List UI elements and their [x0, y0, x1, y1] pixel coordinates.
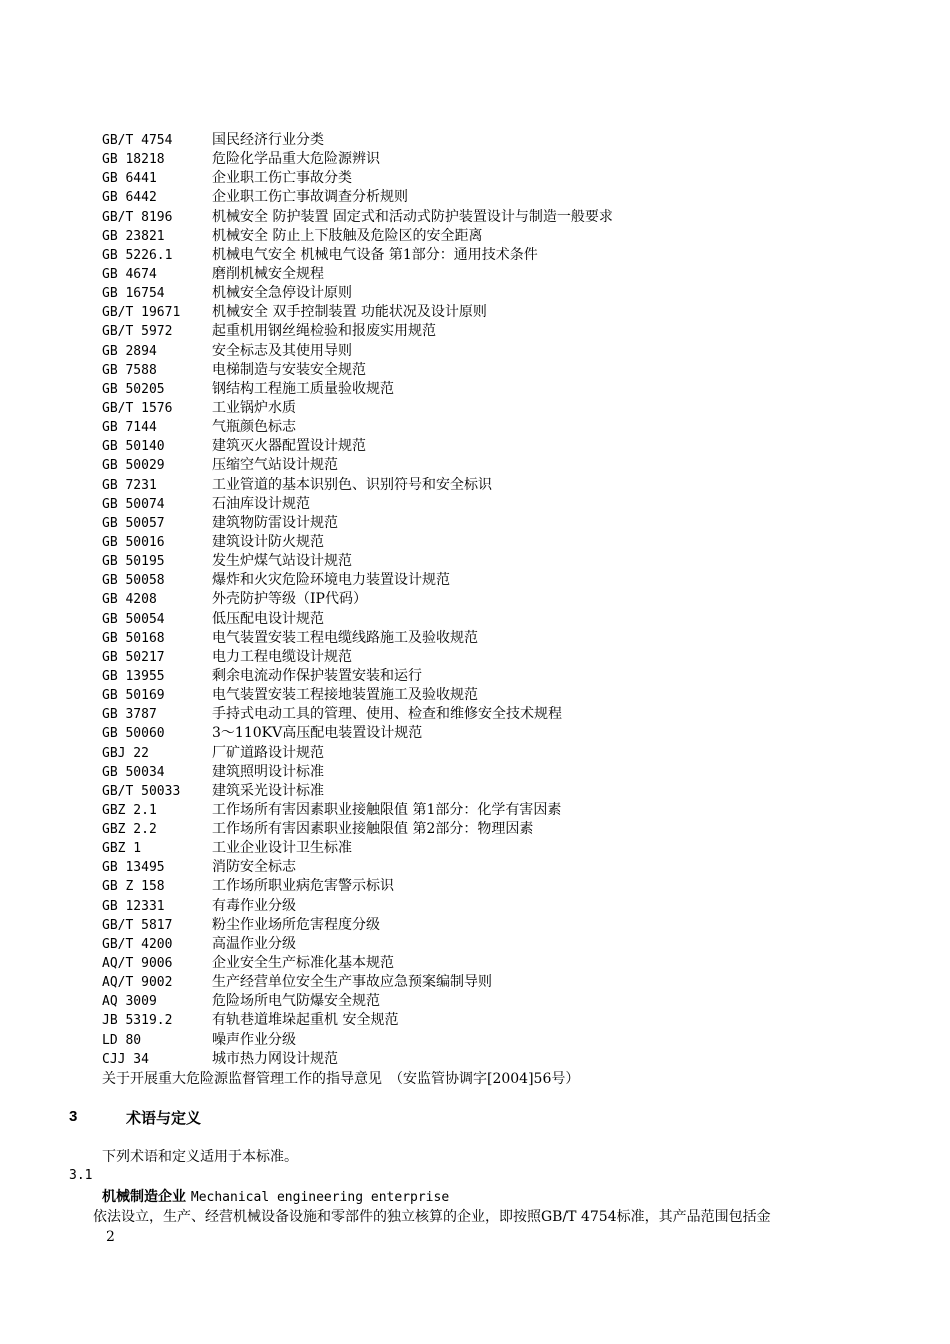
reference-title: 电梯制造与安装安全规范: [212, 361, 366, 378]
reference-code: GB 4208: [102, 592, 157, 608]
reference-row: [102, 897, 902, 916]
reference-row: [102, 820, 902, 839]
reference-row: [102, 877, 902, 896]
reference-title: 气瓶颜色标志: [212, 419, 296, 436]
reference-title: 国民经济行业分类: [212, 132, 324, 148]
reference-row: [102, 629, 902, 648]
reference-code: GB 50029: [102, 458, 165, 474]
reference-title: 电力工程电缆设计规范: [212, 648, 352, 665]
reference-title: 工作场所有害因素职业接触限值 第2部分：物理因素: [212, 821, 534, 838]
reference-title: 磨削机械安全规程: [212, 265, 324, 282]
reference-code: GB/T 4200: [102, 936, 173, 952]
reference-code: GB/T 4754: [102, 133, 173, 148]
reference-code: GB/T 8196: [102, 209, 173, 225]
reference-row: [102, 476, 902, 495]
reference-code: GB 12331: [102, 898, 165, 914]
reference-title: 建筑采光设计标准: [212, 782, 324, 799]
subsection-number: 3.1: [69, 1168, 93, 1183]
reference-title: 危险化学品重大危险源辨识: [212, 151, 380, 168]
term-definition: 依法设立，生产、经营机械设备设施和零部件的独立核算的企业，即按照GB/T 4754标准，其产品范围包括金: [93, 1209, 771, 1225]
reference-title: 工业管道的基本识别色、识别符号和安全标识: [212, 476, 492, 493]
reference-title: 工业锅炉水质: [212, 399, 296, 416]
reference-title: 压缩空气站设计规范: [212, 457, 338, 474]
reference-title: 发生炉煤气站设计规范: [212, 553, 352, 570]
reference-title: 厂矿道路设计规范: [212, 744, 324, 761]
reference-code: GB/T 5817: [102, 917, 173, 933]
reference-title: 噪声作业分级: [212, 1031, 296, 1048]
reference-row: [102, 1011, 902, 1030]
section-title: 术语与定义: [126, 1109, 202, 1127]
reference-code: GBZ 2.1: [102, 802, 157, 818]
reference-row: [102, 361, 902, 380]
reference-code: GB 13955: [102, 668, 165, 684]
reference-row: [102, 992, 902, 1011]
term-heading: [102, 1186, 449, 1206]
reference-code: GB 50060: [102, 726, 165, 742]
reference-title: 剩余电流动作保护装置安装和运行: [212, 667, 422, 684]
reference-code: GB 50217: [102, 649, 165, 665]
reference-title: 建筑设计防火规范: [212, 533, 324, 550]
reference-row: [102, 782, 902, 801]
reference-row: [102, 169, 902, 188]
reference-title: 手持式电动工具的管理、使用、检查和维修安全技术规程: [212, 706, 562, 723]
reference-row: [102, 456, 902, 475]
reference-row: [102, 342, 902, 361]
reference-row: [102, 227, 902, 246]
reference-code: GB 6442: [102, 190, 157, 206]
reference-code: GBJ 22: [102, 745, 149, 761]
reference-code: GB 50169: [102, 688, 165, 704]
reference-row: [102, 246, 902, 265]
reference-title: 企业职工伤亡事故分类: [212, 170, 352, 187]
reference-code: GB 7144: [102, 420, 157, 436]
reference-row: [102, 916, 902, 935]
reference-code: AQ/T 9006: [102, 956, 173, 972]
term-zh: 机械制造企业: [102, 1189, 186, 1205]
reference-row: [102, 935, 902, 954]
reference-row: [102, 131, 902, 150]
reference-row: [102, 648, 902, 667]
reference-code: LD 80: [102, 1032, 142, 1048]
reference-code: GB Z 158: [102, 879, 165, 895]
reference-row: [102, 571, 902, 590]
reference-title: 机械电气安全 机械电气设备 第1部分：通用技术条件: [212, 246, 538, 263]
reference-title: 危险场所电气防爆安全规范: [212, 993, 380, 1010]
reference-title: 爆炸和火灾危险环境电力装置设计规范: [212, 572, 450, 589]
reference-row: [102, 208, 902, 227]
reference-title: 电气装置安装工程接地装置施工及验收规范: [212, 687, 478, 704]
reference-code: GB 50195: [102, 554, 165, 570]
reference-title: 安全标志及其使用导则: [212, 342, 352, 359]
reference-row: [102, 303, 902, 322]
reference-title: 企业职工伤亡事故调查分析规则: [212, 189, 408, 206]
reference-row: [102, 514, 902, 533]
reference-code: GB/T 50033: [102, 783, 181, 799]
reference-row: [102, 150, 902, 169]
reference-row: [102, 705, 902, 724]
reference-title: 建筑照明设计标准: [212, 763, 324, 780]
reference-row: [102, 552, 902, 571]
reference-row: [102, 590, 902, 609]
reference-code: GB 50016: [102, 534, 165, 550]
reference-row: [102, 1031, 902, 1050]
reference-title: 高温作业分级: [212, 935, 296, 952]
reference-row: [102, 418, 902, 437]
reference-title: 生产经营单位安全生产事故应急预案编制导则: [212, 974, 492, 991]
reference-title: 钢结构工程施工质量验收规范: [212, 380, 394, 397]
reference-title: 机械安全 双手控制装置 功能状况及设计原则: [212, 304, 487, 321]
reference-code: GB 4674: [102, 266, 157, 282]
reference-title: 有毒作业分级: [212, 897, 296, 914]
reference-code: GB/T 1576: [102, 400, 173, 416]
reference-code: GB 3787: [102, 707, 157, 723]
reference-code: AQ/T 9002: [102, 975, 173, 991]
reference-title: 消防安全标志: [212, 859, 296, 876]
reference-code: GB 50058: [102, 573, 165, 589]
reference-row: [102, 801, 902, 820]
reference-title: 工业企业设计卫生标准: [212, 840, 352, 857]
reference-code: AQ 3009: [102, 994, 157, 1010]
reference-code: GB 2894: [102, 343, 157, 359]
reference-code: GB 18218: [102, 152, 165, 168]
reference-code: GB 50074: [102, 496, 165, 512]
reference-title: 3～110KV高压配电装置设计规范: [212, 725, 423, 742]
reference-title: 机械安全 防护装置 固定式和活动式防护装置设计与制造一般要求: [212, 208, 613, 225]
reference-title: 机械安全 防止上下肢触及危险区的安全距离: [212, 227, 483, 244]
reference-title: 城市热力网设计规范: [212, 1050, 338, 1067]
reference-note: 关于开展重大危险源监督管理工作的指导意见 （安监管协调字[2004]56号）: [102, 1071, 580, 1087]
reference-code: GB 5226.1: [102, 247, 173, 263]
reference-row: [102, 686, 902, 705]
page-number: 2: [106, 1229, 115, 1245]
reference-row: [102, 265, 902, 284]
reference-code: GB 13495: [102, 860, 165, 876]
reference-code: GB 7588: [102, 362, 157, 378]
reference-code: GB 50057: [102, 515, 165, 531]
reference-row: [102, 954, 902, 973]
reference-code: GB 50034: [102, 764, 165, 780]
reference-title: 石油库设计规范: [212, 495, 310, 512]
reference-row: [102, 437, 902, 456]
reference-code: GB 50054: [102, 611, 165, 627]
reference-row: [102, 763, 902, 782]
reference-code: GB/T 19671: [102, 305, 181, 321]
reference-title: 机械安全急停设计原则: [212, 285, 352, 302]
reference-standards-list: [102, 131, 902, 1069]
reference-title: 建筑物防雷设计规范: [212, 514, 338, 531]
reference-title: 低压配电设计规范: [212, 610, 324, 627]
reference-row: [102, 744, 902, 763]
reference-row: [102, 839, 902, 858]
reference-row: [102, 667, 902, 686]
reference-code: GBZ 1: [102, 841, 142, 857]
reference-code: GB 23821: [102, 228, 165, 244]
reference-row: [102, 610, 902, 629]
reference-title: 企业安全生产标准化基本规范: [212, 955, 394, 972]
reference-title: 建筑灭火器配置设计规范: [212, 438, 366, 455]
reference-row: [102, 380, 902, 399]
reference-row: [102, 1050, 902, 1069]
reference-row: [102, 322, 902, 341]
reference-code: GBZ 2.2: [102, 822, 157, 838]
reference-row: [102, 399, 902, 418]
section-intro: 下列术语和定义适用于本标准。: [102, 1149, 298, 1165]
reference-title: 粉尘作业场所危害程度分级: [212, 916, 380, 933]
reference-code: JB 5319.2: [102, 1013, 173, 1029]
reference-title: 工作场所有害因素职业接触限值 第1部分：化学有害因素: [212, 801, 562, 818]
reference-title: 工作场所职业病危害警示标识: [212, 878, 394, 895]
reference-code: GB 6441: [102, 171, 157, 187]
reference-code: GB 50205: [102, 381, 165, 397]
reference-code: GB 16754: [102, 286, 165, 302]
reference-row: [102, 858, 902, 877]
reference-title: 外壳防护等级（IP代码）: [212, 591, 367, 608]
reference-code: GB 7231: [102, 477, 157, 493]
reference-row: [102, 724, 902, 743]
reference-title: 起重机用钢丝绳检验和报废实用规范: [212, 323, 436, 340]
reference-row: [102, 284, 902, 303]
reference-code: CJJ 34: [102, 1051, 149, 1067]
reference-code: GB 50140: [102, 439, 165, 455]
reference-row: [102, 188, 902, 207]
reference-row: [102, 533, 902, 552]
reference-title: 电气装置安装工程电缆线路施工及验收规范: [212, 629, 478, 646]
reference-code: GB/T 5972: [102, 324, 173, 340]
reference-title: 有轨巷道堆垛起重机 安全规范: [212, 1012, 399, 1029]
reference-code: GB 50168: [102, 630, 165, 646]
reference-row: [102, 973, 902, 992]
reference-row: [102, 495, 902, 514]
section-number: 3: [69, 1108, 78, 1125]
term-en: Mechanical engineering enterprise: [190, 1190, 450, 1205]
